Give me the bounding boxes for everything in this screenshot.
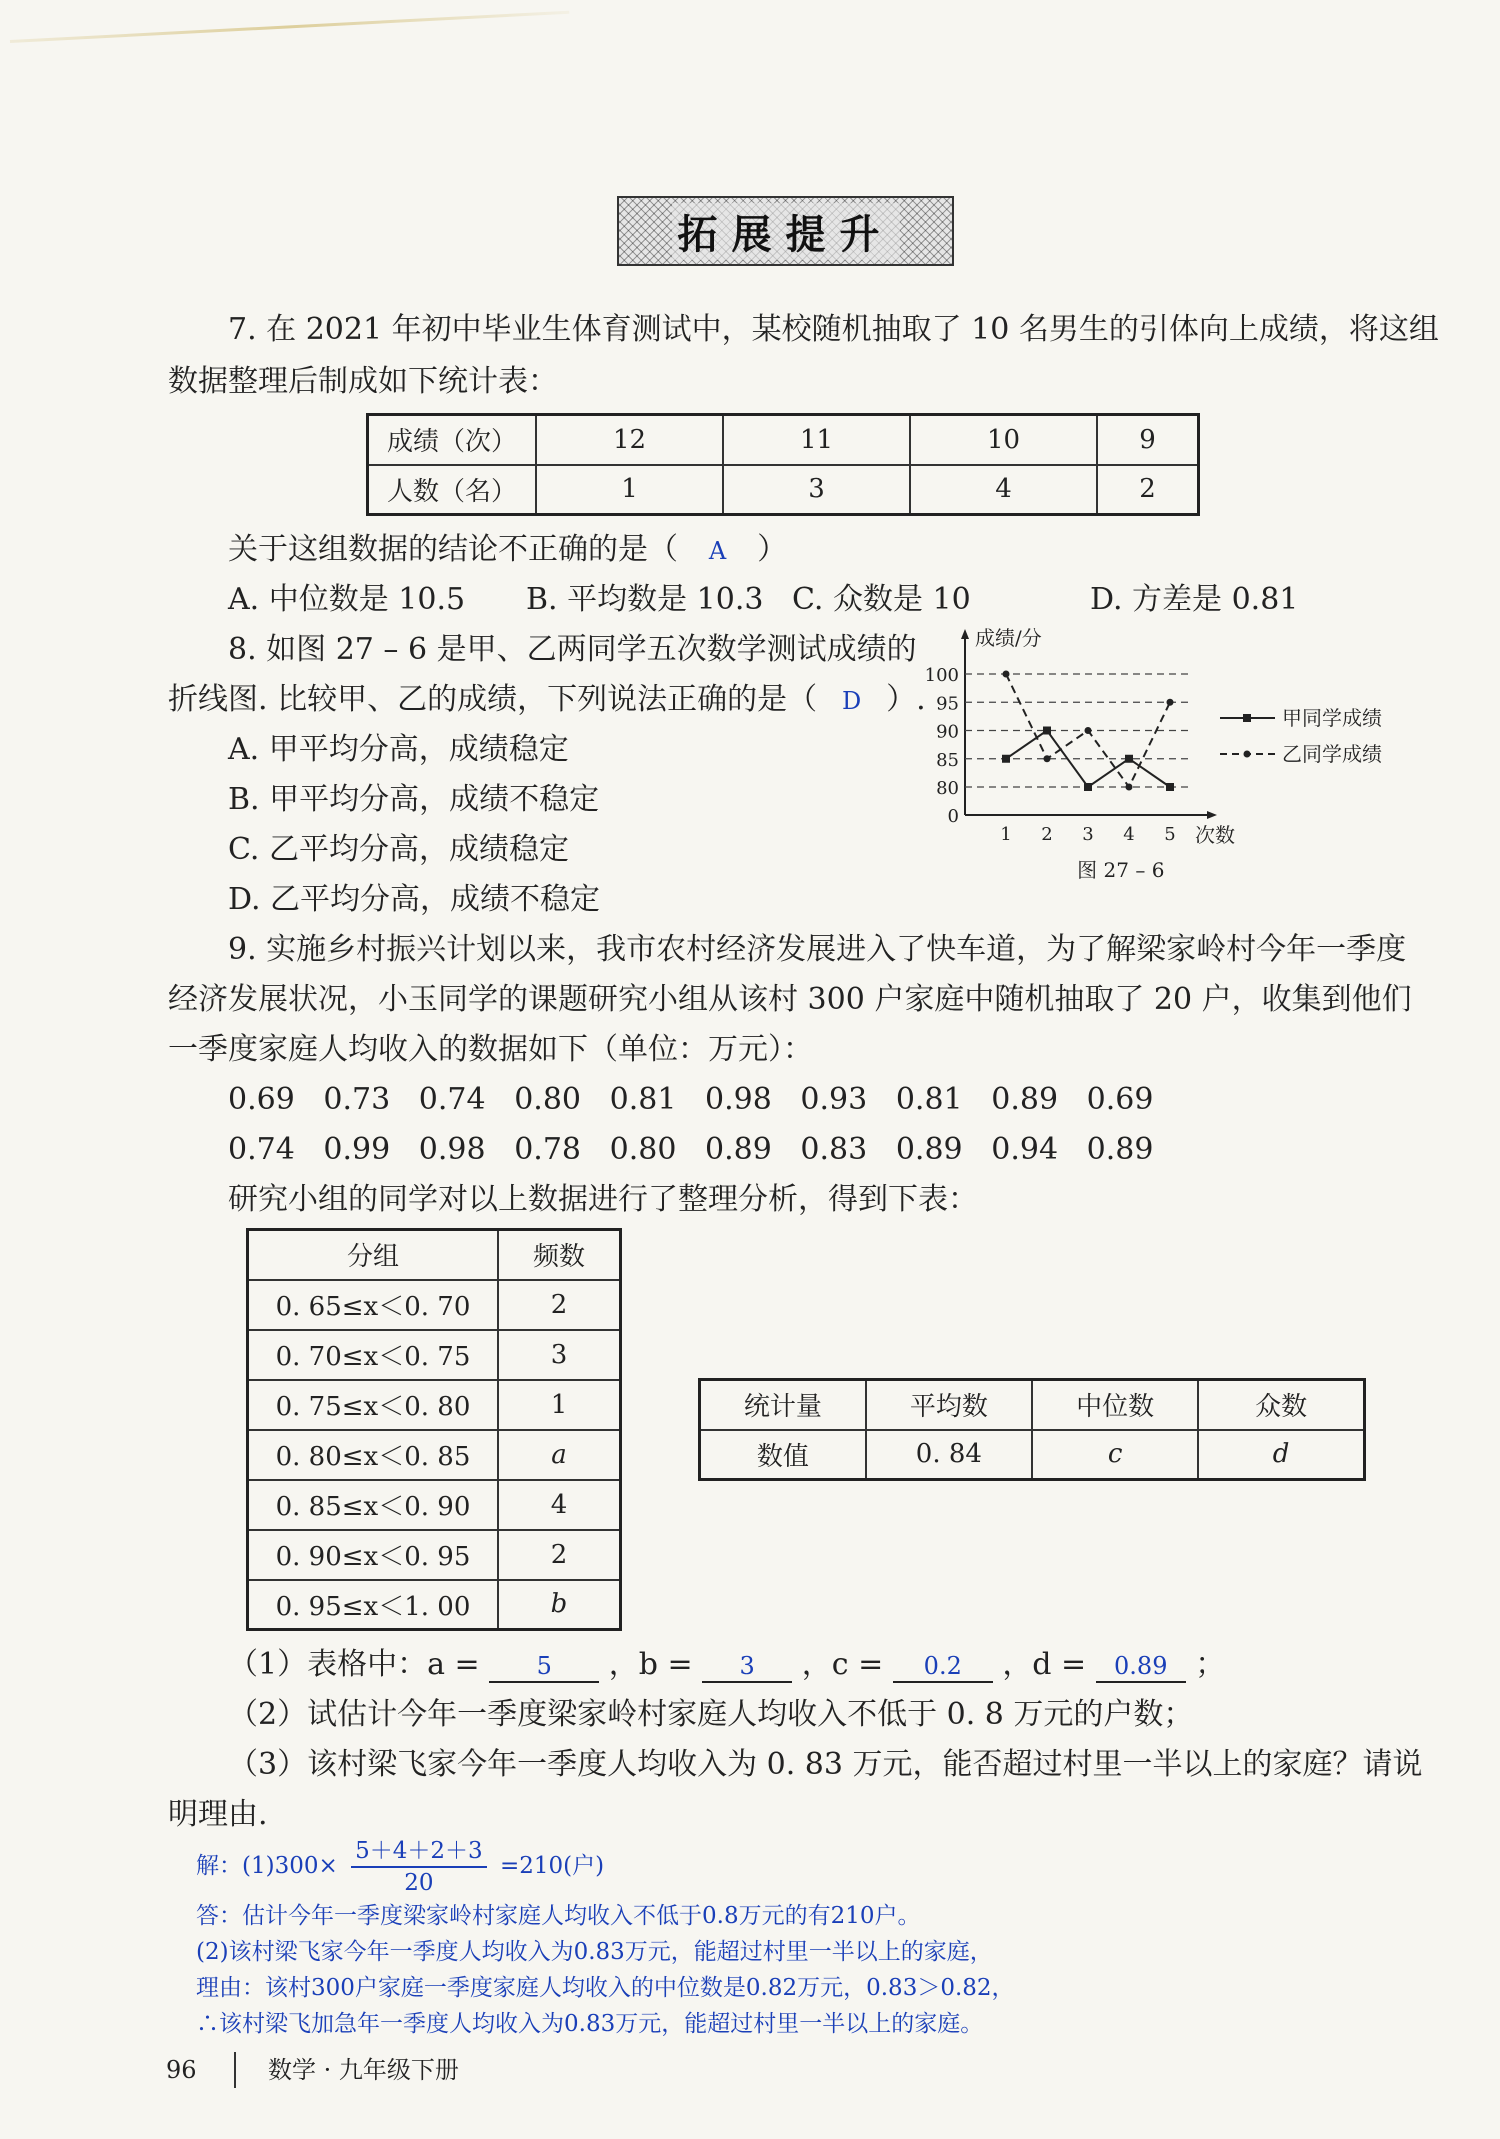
legend-marker <box>1243 714 1251 722</box>
q7-answer: A <box>708 537 727 565</box>
q7-question-text: 关于这组数据的结论不正确的是（ <box>228 532 678 567</box>
q7-line2: 数据整理后制成如下统计表： <box>168 364 558 399</box>
y-tick-label: 85 <box>936 749 959 771</box>
q9-sub1-b-label: ，b = <box>608 1647 693 1682</box>
q7-row-header-score: 成绩（次） <box>368 415 537 465</box>
q7-question <box>228 530 787 571</box>
freq-count-cell: 2 <box>498 1530 621 1580</box>
q9-data-row2: 0.74 0.99 0.98 0.78 0.80 0.89 0.83 0.89 0.94 0.89 <box>228 1132 1154 1167</box>
solution-line2: 答：估计今年一季度梁家岭村家庭人均收入不低于0.8万元的有210户。 <box>196 1903 921 1929</box>
freq-count-cell: 3 <box>498 1330 621 1380</box>
q7-score-cell: 10 <box>910 415 1097 465</box>
page-number: 96 <box>166 2056 197 2084</box>
y-axis-label: 成绩/分 <box>975 626 1042 650</box>
footer-divider <box>234 2052 236 2088</box>
q7-question-end: ） <box>757 532 788 567</box>
freq-count-cell: 2 <box>498 1280 621 1330</box>
series-yi-point <box>1044 755 1051 762</box>
q9-line3: 一季度家庭人均收入的数据如下（单位：万元）： <box>168 1032 813 1067</box>
stat-value-cell: c <box>1032 1430 1198 1480</box>
freq-range-cell: 0. 90≤x＜0. 95 <box>248 1530 499 1580</box>
q7-row-header-count: 人数（名） <box>368 465 537 515</box>
stat-header: 众数 <box>1198 1380 1364 1430</box>
fraction-denominator: 20 <box>404 1870 434 1896</box>
stat-header: 平均数 <box>866 1380 1032 1430</box>
series-jia-point <box>1084 783 1092 791</box>
section-banner <box>617 196 954 266</box>
book-title: 数学 · 九年级下册 <box>268 2056 459 2084</box>
q7-score-cell: 12 <box>536 415 723 465</box>
q8-option-b: B. 甲平均分高，成绩不稳定 <box>228 782 600 817</box>
y-tick-label: 80 <box>936 778 959 799</box>
q8-line1: 8. 如图 27 – 6 是甲、乙两同学五次数学测试成绩的 <box>228 632 917 667</box>
q7-count-cell: 3 <box>723 465 910 515</box>
q7-option-d: D. 方差是 0.81 <box>1090 582 1299 617</box>
freq-range-cell: 0. 95≤x＜1. 00 <box>248 1580 499 1630</box>
solution-line1 <box>196 1836 604 1898</box>
answer-blank-c: 0.2 <box>893 1651 993 1683</box>
x-axis-arrow <box>1207 811 1217 819</box>
q9-line1: 9. 实施乡村振兴计划以来，我市农村经济发展进入了快车道，为了解梁家岭村今年一季度 <box>228 932 1407 967</box>
section-title: 拓展提升 <box>672 203 900 260</box>
x-tick-label: 4 <box>1123 824 1135 845</box>
stat-header: 统计量 <box>700 1380 866 1430</box>
q9-sub2: （2）试估计今年一季度梁家岭村家庭人均收入不低于 0. 8 万元的户数； <box>228 1697 1194 1732</box>
stat-value-cell: d <box>1198 1430 1364 1480</box>
freq-header-count: 频数 <box>498 1230 621 1280</box>
series-jia-point <box>1002 755 1010 763</box>
stat-value-cell: 0. 84 <box>866 1430 1032 1480</box>
q9-sub1-prefix: （1）表格中：a = <box>228 1647 480 1682</box>
q8-line2-text: 折线图. 比较甲、乙的成绩，下列说法正确的是（ <box>168 682 818 717</box>
freq-header-group: 分组 <box>248 1230 499 1280</box>
freq-range-cell: 0. 65≤x＜0. 70 <box>248 1280 499 1330</box>
q7-count-cell: 1 <box>536 465 723 515</box>
q8-line2 <box>168 680 926 721</box>
series-yi-point <box>1085 727 1092 734</box>
q8-answer: D <box>842 687 862 715</box>
q9-sub3-line2: 明理由. <box>168 1797 268 1832</box>
y-tick-label: 0 <box>947 806 959 827</box>
q9-line2: 经济发展状况，小玉同学的课题研究小组从该村 300 户家庭中随机抽取了 20 户，收集到他们 <box>168 982 1412 1017</box>
freq-count-cell: a <box>498 1430 621 1480</box>
q7-line1: 7. 在 2021 年初中毕业生体育测试中，某校随机抽取了 10 名男生的引体向上成绩，将这组 <box>228 312 1439 347</box>
solution-suffix: =210(户) <box>499 1853 605 1879</box>
series-jia-point <box>1166 783 1174 791</box>
legend-label: 甲同学成绩 <box>1282 706 1382 730</box>
q7-count-cell: 2 <box>1097 465 1199 515</box>
freq-range-cell: 0. 70≤x＜0. 75 <box>248 1330 499 1380</box>
q9-sub1 <box>228 1645 1225 1685</box>
y-tick-label: 95 <box>936 693 959 715</box>
freq-range-cell: 0. 75≤x＜0. 80 <box>248 1380 499 1430</box>
statistics-table <box>698 1378 1366 1481</box>
q8-option-c: C. 乙平均分高，成绩稳定 <box>228 832 569 867</box>
q9-sub3-line1: （3）该村梁飞家今年一季度人均收入为 0. 83 万元，能否超过村里一半以上的家庭？请说 <box>228 1747 1423 1782</box>
freq-range-cell: 0. 80≤x＜0. 85 <box>248 1430 499 1480</box>
freq-count-cell: 4 <box>498 1480 621 1530</box>
answer-blank-a: 5 <box>489 1651 599 1683</box>
q7-score-cell: 9 <box>1097 415 1199 465</box>
freq-count-cell: b <box>498 1580 621 1630</box>
page-edge-mark <box>10 11 569 43</box>
q9-sub1-d-label: ，d = <box>1002 1647 1087 1682</box>
y-axis-arrow <box>961 629 969 639</box>
q8-line2-end: ）. <box>886 682 926 717</box>
series-yi-point <box>1167 699 1174 706</box>
x-tick-label: 1 <box>1000 824 1012 845</box>
q8-option-d: D. 乙平均分高，成绩不稳定 <box>228 882 601 917</box>
series-yi-point <box>1003 671 1010 678</box>
y-tick-label: 90 <box>936 721 959 743</box>
q7-option-b: B. 平均数是 10.3 <box>526 582 764 617</box>
solution-prefix: 解：(1)300× <box>196 1853 338 1879</box>
q7-option-a: A. 中位数是 10.5 <box>228 582 466 617</box>
q9-data-row1: 0.69 0.73 0.74 0.80 0.81 0.98 0.93 0.81 0.89 0.69 <box>228 1082 1154 1117</box>
stat-value-cell: 数值 <box>700 1430 866 1480</box>
q9-sub1-end: ； <box>1195 1647 1226 1682</box>
x-axis-label: 次数 <box>1195 823 1235 847</box>
x-tick-label: 2 <box>1041 824 1053 845</box>
q7-score-cell: 11 <box>723 415 910 465</box>
y-tick-label: 100 <box>924 665 959 686</box>
score-line-chart <box>900 615 1420 890</box>
q9-intro: 研究小组的同学对以上数据进行了整理分析，得到下表： <box>228 1182 978 1217</box>
chart-caption: 图 27 – 6 <box>1077 858 1165 882</box>
answer-blank-b: 3 <box>702 1651 792 1683</box>
solution-fraction <box>351 1836 487 1898</box>
x-tick-label: 3 <box>1082 824 1094 845</box>
series-jia-point <box>1043 727 1051 735</box>
q7-score-table <box>366 413 1200 516</box>
legend-marker <box>1244 751 1251 758</box>
answer-blank-d: 0.89 <box>1096 1651 1186 1683</box>
legend-label: 乙同学成绩 <box>1282 742 1382 766</box>
fraction-numerator: 5＋4＋2＋3 <box>351 1836 487 1868</box>
solution-line4: 理由：该村300户家庭一季度家庭人均收入的中位数是0.82万元，0.83＞0.82， <box>196 1975 1015 2001</box>
solution-line5: ∴该村梁飞加急年一季度人均收入为0.83万元，能超过村里一半以上的家庭。 <box>196 2011 984 2037</box>
x-tick-label: 5 <box>1164 824 1176 845</box>
series-jia-point <box>1125 755 1133 763</box>
q7-option-c: C. 众数是 10 <box>792 582 971 617</box>
q7-count-cell: 4 <box>910 465 1097 515</box>
q8-option-a: A. 甲平均分高，成绩稳定 <box>228 732 569 767</box>
frequency-table <box>246 1228 622 1631</box>
stat-header: 中位数 <box>1032 1380 1198 1430</box>
freq-range-cell: 0. 85≤x＜0. 90 <box>248 1480 499 1530</box>
solution-line3: (2)该村梁飞家今年一季度人均收入为0.83万元，能超过村里一半以上的家庭， <box>196 1939 993 1965</box>
series-yi-point <box>1126 784 1133 791</box>
freq-count-cell: 1 <box>498 1380 621 1430</box>
q9-sub1-c-label: ，c = <box>801 1647 884 1682</box>
